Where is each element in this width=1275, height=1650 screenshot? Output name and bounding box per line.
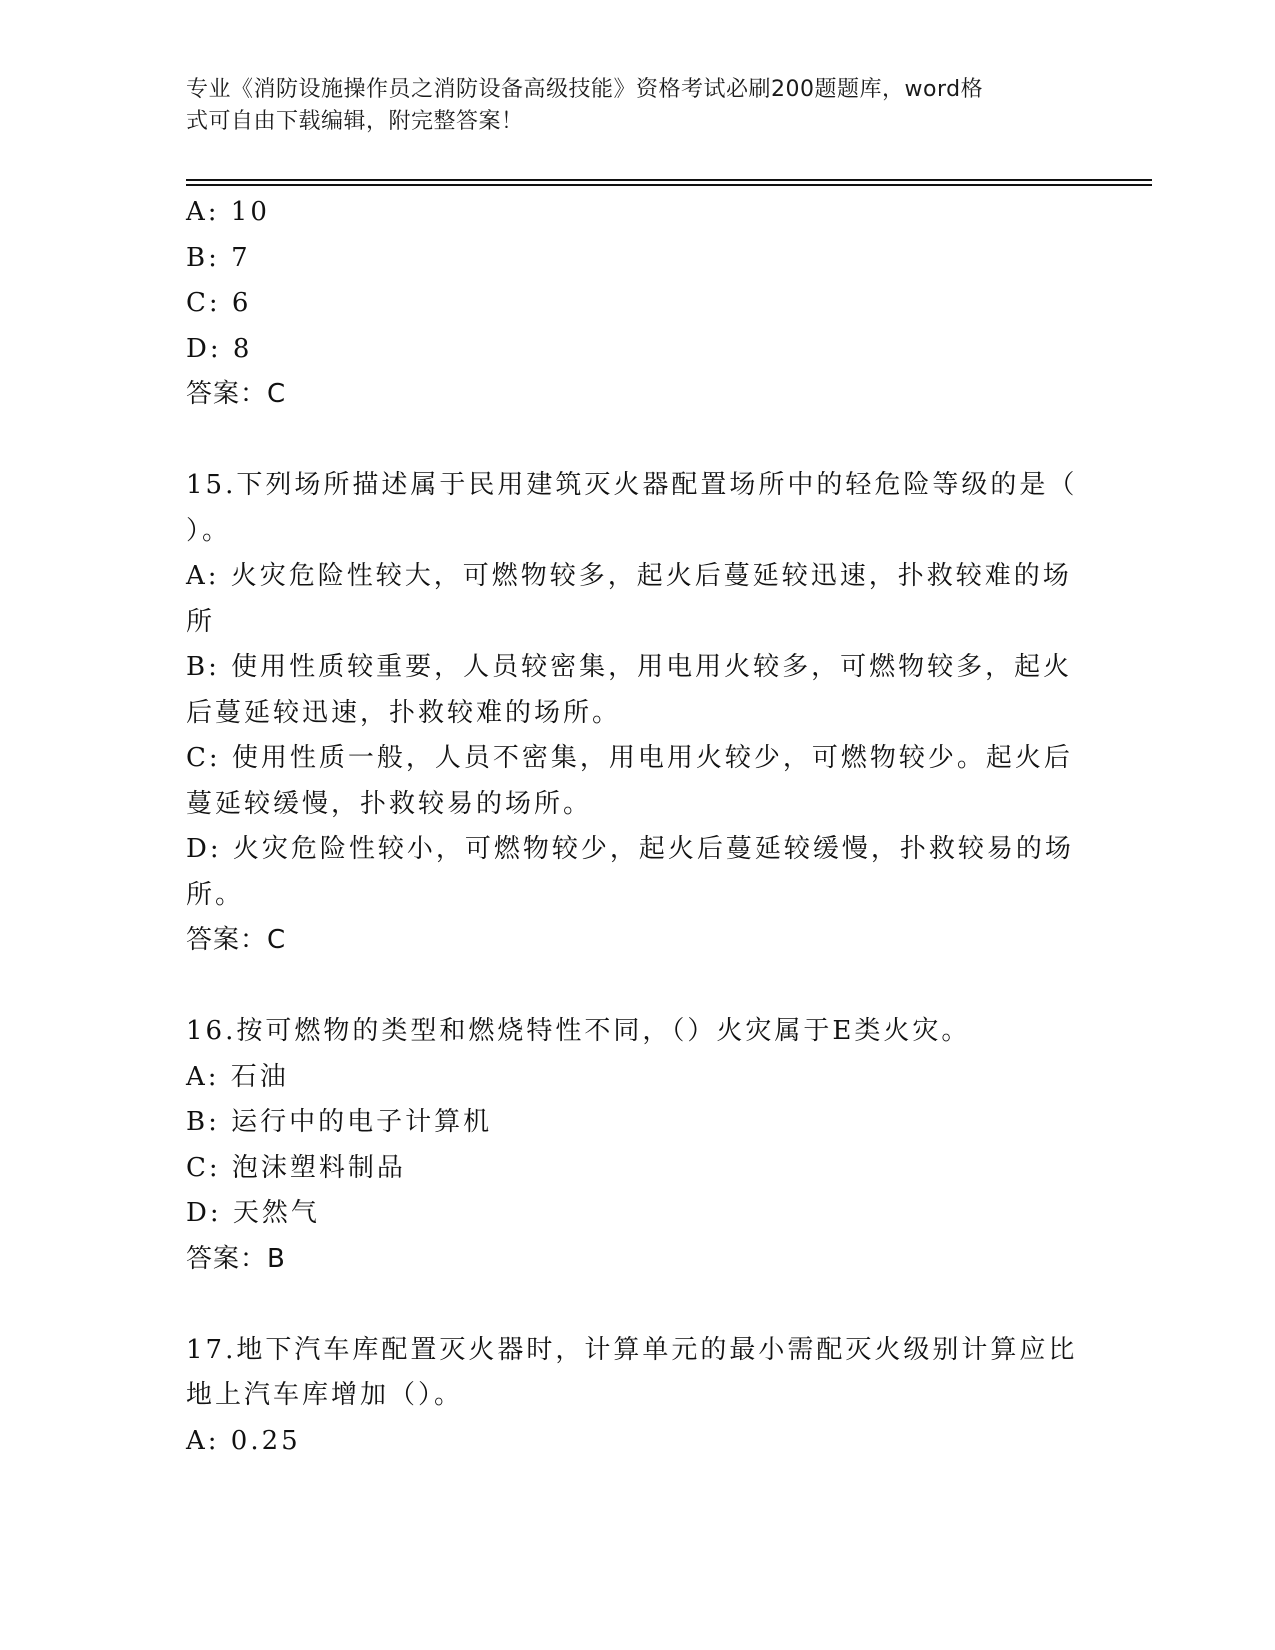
question-15: [186, 463, 1076, 964]
question-16: [186, 1009, 1076, 1282]
option-d: D: 天然气: [186, 1198, 320, 1228]
question-text: 16.按可燃物的类型和燃烧特性不同，（）火灾属于E类火灾。: [186, 1016, 971, 1046]
option-d-continued: 所。: [186, 879, 245, 910]
option-a: A: 0.25: [186, 1425, 301, 1456]
question-text: 17.地下汽车库配置灭火器时，计算单元的最小需配灭火级别计算应比: [186, 1334, 1078, 1365]
header-title-line-1: 专业《消防设施操作员之消防设备高级技能》资格考试必刷200题题库，word格: [186, 77, 984, 102]
option-b: B: 使用性质较重要，人员较密集，用电用火较多，可燃物较多，起火: [186, 652, 1073, 682]
option-d: D: 8: [186, 333, 253, 364]
header-divider-bottom: [186, 184, 1152, 186]
header-divider-top: [186, 179, 1152, 181]
option-c: C: 泡沫塑料制品: [186, 1152, 406, 1183]
question-17: [186, 1328, 1076, 1465]
document-header: [186, 74, 1066, 138]
option-c-continued: 蔓延较缓慢，扑救较易的场所。: [186, 788, 593, 819]
option-d: D: 火灾危险性较小，可燃物较少，起火后蔓延较缓慢，扑救较易的场: [186, 834, 1074, 864]
option-a: A: 10: [186, 197, 270, 227]
question-text-continued: 地上汽车库增加（）。: [186, 1380, 464, 1410]
option-a: A: 石油: [186, 1061, 289, 1092]
option-a: A: 火灾危险性较大，可燃物较多，起火后蔓延较迅速，扑救较难的场: [186, 561, 1072, 591]
answer: 答案：B: [186, 1243, 286, 1274]
question-text-continued: ）。: [186, 515, 232, 546]
option-c: C: 使用性质一般，人员不密集，用电用火较少，可燃物较少。起火后: [186, 743, 1073, 773]
question-list: [186, 190, 1076, 1464]
option-b: B: 7: [186, 242, 251, 273]
spacer: [186, 1282, 1076, 1328]
header-title-line-2: 式可自由下载编辑，附完整答案！: [186, 109, 524, 134]
option-c: C: 6: [186, 288, 252, 318]
option-a-continued: 所: [186, 606, 216, 637]
answer: 答案：C: [186, 379, 287, 409]
spacer: [186, 964, 1076, 1010]
question-14: [186, 190, 1076, 418]
spacer: [186, 418, 1076, 464]
option-b: B: 运行中的电子计算机: [186, 1107, 493, 1137]
answer: 答案：C: [186, 925, 287, 955]
option-b-continued: 后蔓延较迅速，扑救较难的场所。: [186, 697, 622, 728]
question-text: 15.下列场所描述属于民用建筑灭火器配置场所中的轻危险等级的是（: [186, 470, 1078, 500]
